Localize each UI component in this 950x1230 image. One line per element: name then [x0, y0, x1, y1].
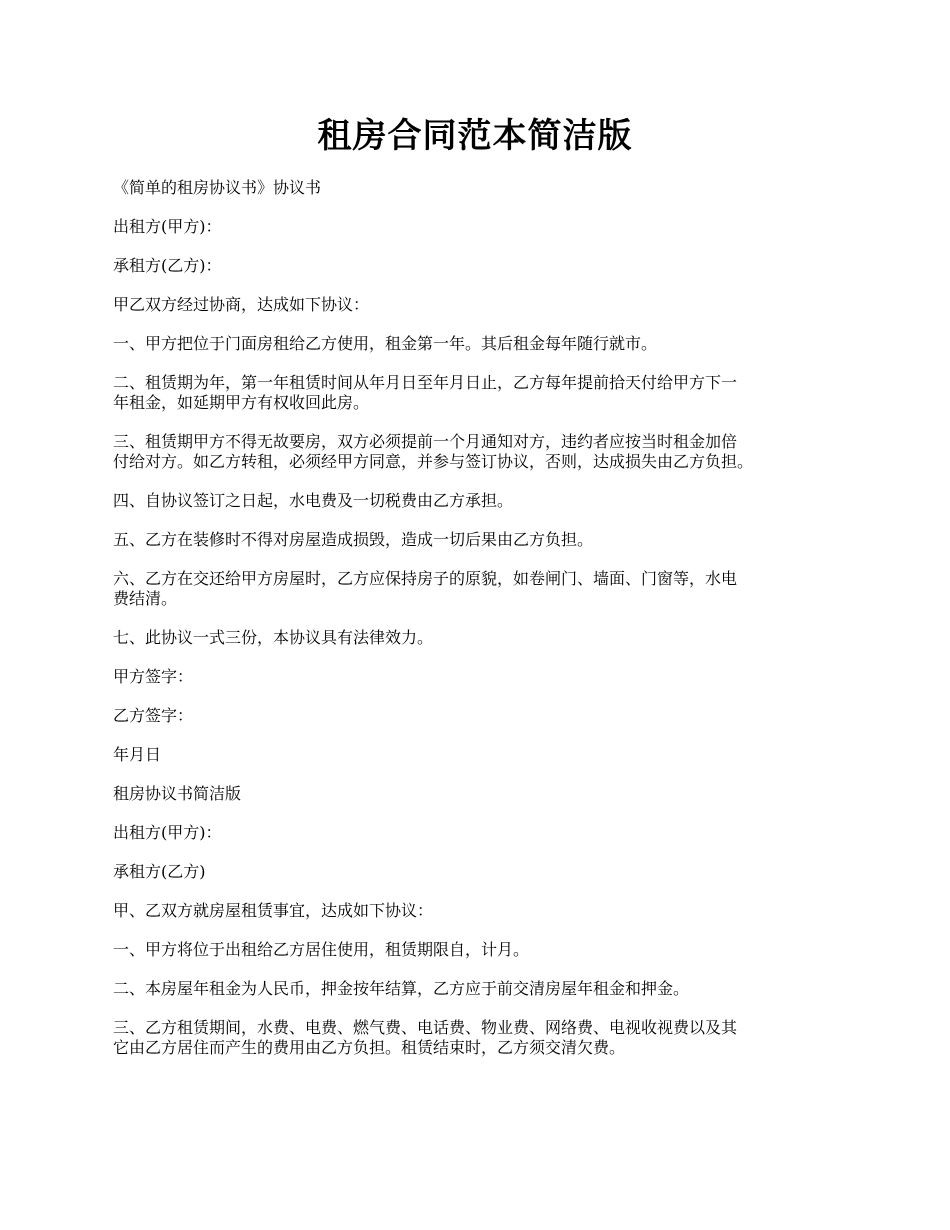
clause-5: 五、乙方在装修时不得对房屋造成损毁，造成一切后果由乙方负担。 [113, 530, 594, 549]
clause-7: 七、此协议一式三份，本协议具有法律效力。 [113, 628, 434, 647]
paragraph-agreement-intro: 甲乙双方经过协商，达成如下协议： [113, 295, 370, 314]
paragraph-agreement-intro-2: 甲、乙双方就房屋租赁事宜，达成如下协议： [113, 901, 434, 920]
clause-2-3: 三、乙方租赁期间，水费、电费、燃气费、电话费、物业费、网络费、电视收视费以及其 它由乙方居住而产生的费用由乙方负担。租赁结束时，乙方须交清欠费。 [113, 1018, 738, 1057]
signature-party-b: 乙方签字： [113, 706, 194, 725]
document-body [113, 178, 853, 1077]
paragraph-intro: 《简单的租房协议书》协议书 [113, 178, 322, 197]
date-line: 年月日 [113, 745, 162, 764]
clause-2-2: 二、本房屋年租金为人民币，押金按年结算，乙方应于前交清房屋年租金和押金。 [113, 979, 690, 998]
paragraph-lessor: 出租方(甲方)： [113, 217, 222, 236]
clause-6: 六、乙方在交还给甲方房屋时，乙方应保持房子的原貌，如卷闸门、墙面、门窗等，水电 费结清。 [113, 569, 738, 608]
paragraph-lessee-2: 承租方(乙方) [113, 862, 206, 881]
paragraph-lessor-2: 出租方(甲方)： [113, 823, 222, 842]
clause-4: 四、自协议签订之日起，水电费及一切税费由乙方承担。 [113, 491, 514, 510]
clause-3: 三、租赁期甲方不得无故要房，双方必须提前一个月通知对方，违约者应按当时租金加倍 付给对方。如乙方转租，必须经甲方同意，并参与签订协议，否则，达成损失由乙方负担。 [113, 432, 754, 471]
section-heading-simple-version: 租房协议书简洁版 [113, 784, 242, 803]
paragraph-lessee: 承租方(乙方)： [113, 256, 222, 275]
clause-2-1: 一、甲方将位于出租给乙方居住使用，租赁期限自，计月。 [113, 940, 530, 959]
page-title: 租房合同范本简洁版 [317, 116, 633, 156]
signature-party-a: 甲方签字： [113, 667, 194, 686]
clause-1: 一、甲方把位于门面房租给乙方使用，租金第一年。其后租金每年随行就市。 [113, 334, 658, 353]
clause-2: 二、租赁期为年，第一年租赁时间从年月日至年月日止，乙方每年提前拾天付给甲方下一 年租金，如延期甲方有权收回此房。 [113, 373, 738, 412]
